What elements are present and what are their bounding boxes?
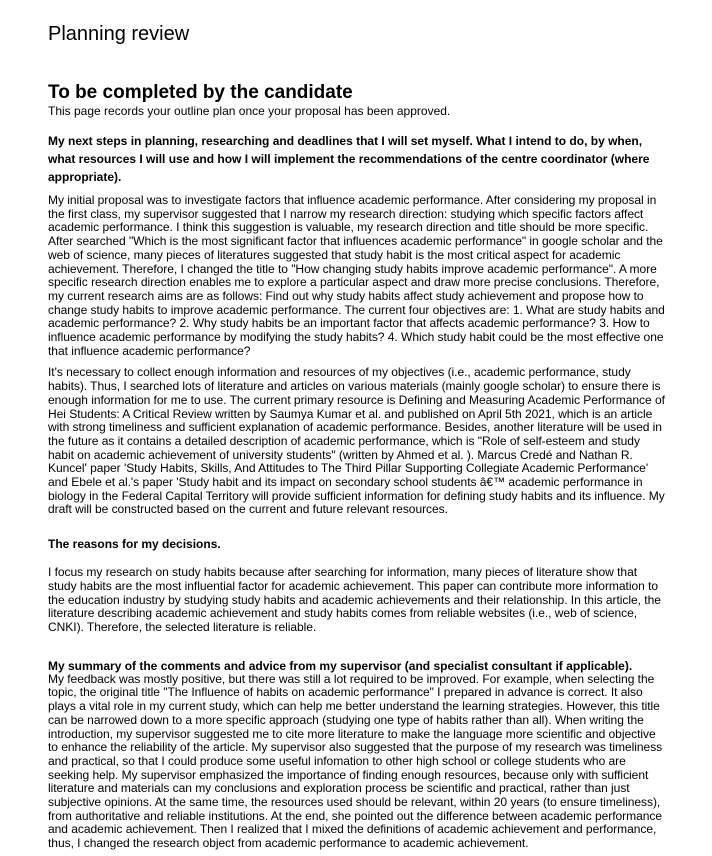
summary-paragraph: My feedback was mostly positive, but there was still a lot required to be improved. For example, when selecting the topic, the original title "The Influence of habits on academic performance" I prepared in advance is correct. It also plays a vital role in my current study, which can help me better understand the learning strategies. However, this title can be narrowed down to a more specific approach (studying one type of habits rather than all). When writing the introduction, my supervisor suggested me to cite more literature to make the language more scientific and objective to enhance the reliability of the article. My supervisor also suggested that the purpose of my research was timeliness and practical, so that I could produce some useful infomation to other high school or college students who are seeking help. My supervisor emphasized the importance of finding enough resources, because only with sufficient literature and materials can my conclusions and exploration process be scientific and practical, rather than just subjective opinions. At the same time, the resources used should be relevant, within 20 years (to ensure timeliness), from authoritative and reliable institutions. At the end, she pointed out the difference between academic performance and academic achievement. Then I realized that I mixed the definitions of academic achievement and performance, thus, I changed the research object from academic performance to academic achievement.	[48, 671, 663, 851]
document-page	[48, 22, 668, 851]
next-steps-question: My next steps in planning, researching and deadlines that I will set myself. What I intend to do, by when, what resources I will use and how I will implement the recommendations of the centre coordinator (where appropriate).	[48, 134, 650, 184]
resources-paragraph: It's necessary to collect enough information and resources of my objectives (i.e., academic performance, study habits). Thus, I searched lots of literature and articles on various materials (mainly google scholar) to ensure there is enough information for me to use. The current primary resource is Defining and Measuring Academic Performance of Hei Students: A Critical Review written by Saumya Kumar et al. and published on April 5th 2021, which is an article with strong timeliness and sufficient explanation of academic performance. Besides, another literature will be used in the future as it contains a detailed description of academic performance, which is "Role of self-esteem and study habit on academic achievement of university students" (written by Ahmed et al. ). Marcus Credé and Nathan R. Kuncel' paper 'Study Habits, Skills, And Attitudes to The Third Pillar Supporting Collegiate Academic Performance' and Ebele et al.'s paper 'Study habit and its impact on secondary school students â€™ academic performance in biology in the Federal Capital Territory will provide sufficient information for defining study habits and its influence. My draft will be constructed based on the current and future relevant resources.	[48, 365, 665, 517]
next-steps-paragraph: My initial proposal was to investigate factors that influence academic performance. After considering my proposal in the first class, my supervisor suggested that I narrow my research direction: studying which specific factors affect academic performance. I think this suggestion is valuable, my research direction and title should be more specific. After searched "Which is the most significant factor that influences academic performance" in google scholar and the web of science, many pieces of literatures suggested that study habit is the most critical aspect for academic achievement. Therefore, I changed the title to "How changing study habits improve academic performance". A more specific research direction enables me to explore a particular aspect and draw more precise conclusions. Therefore, my current research aims are as follows: Find out why study habits affect study achievement and propose how to change study habits to improve academic performance. The current four objectives are: 1. What are study habits and academic performance? 2. Why study habits be an important factor that affects academic performance? 3. How to influence academic performance by modifying the study habits? 4. Which study habit could be the most effective one that influence academic performance?	[48, 193, 665, 358]
summary-heading: My summary of the comments and advice from my supervisor (and specialist consultant if applicable).	[48, 658, 633, 673]
candidate-section-title: To be completed by the candidate	[48, 82, 353, 103]
candidate-section-intro: This page records your outline plan once your proposal has been approved.	[48, 104, 451, 118]
page-title: Planning review	[48, 23, 190, 45]
reasons-paragraph: I focus my research on study habits because after searching for information, many pieces of literature show that study habits are the most influential factor for academic achievement. This paper can contribute more information to the education industry by studying study habits and academic achievements and their relationship. In this article, the literature describing academic achievement and study habits comes from reliable websites (i.e., web of science, CNKI). Therefore, the selected literature is reliable.	[48, 565, 661, 634]
reasons-heading: The reasons for my decisions.	[48, 537, 221, 552]
